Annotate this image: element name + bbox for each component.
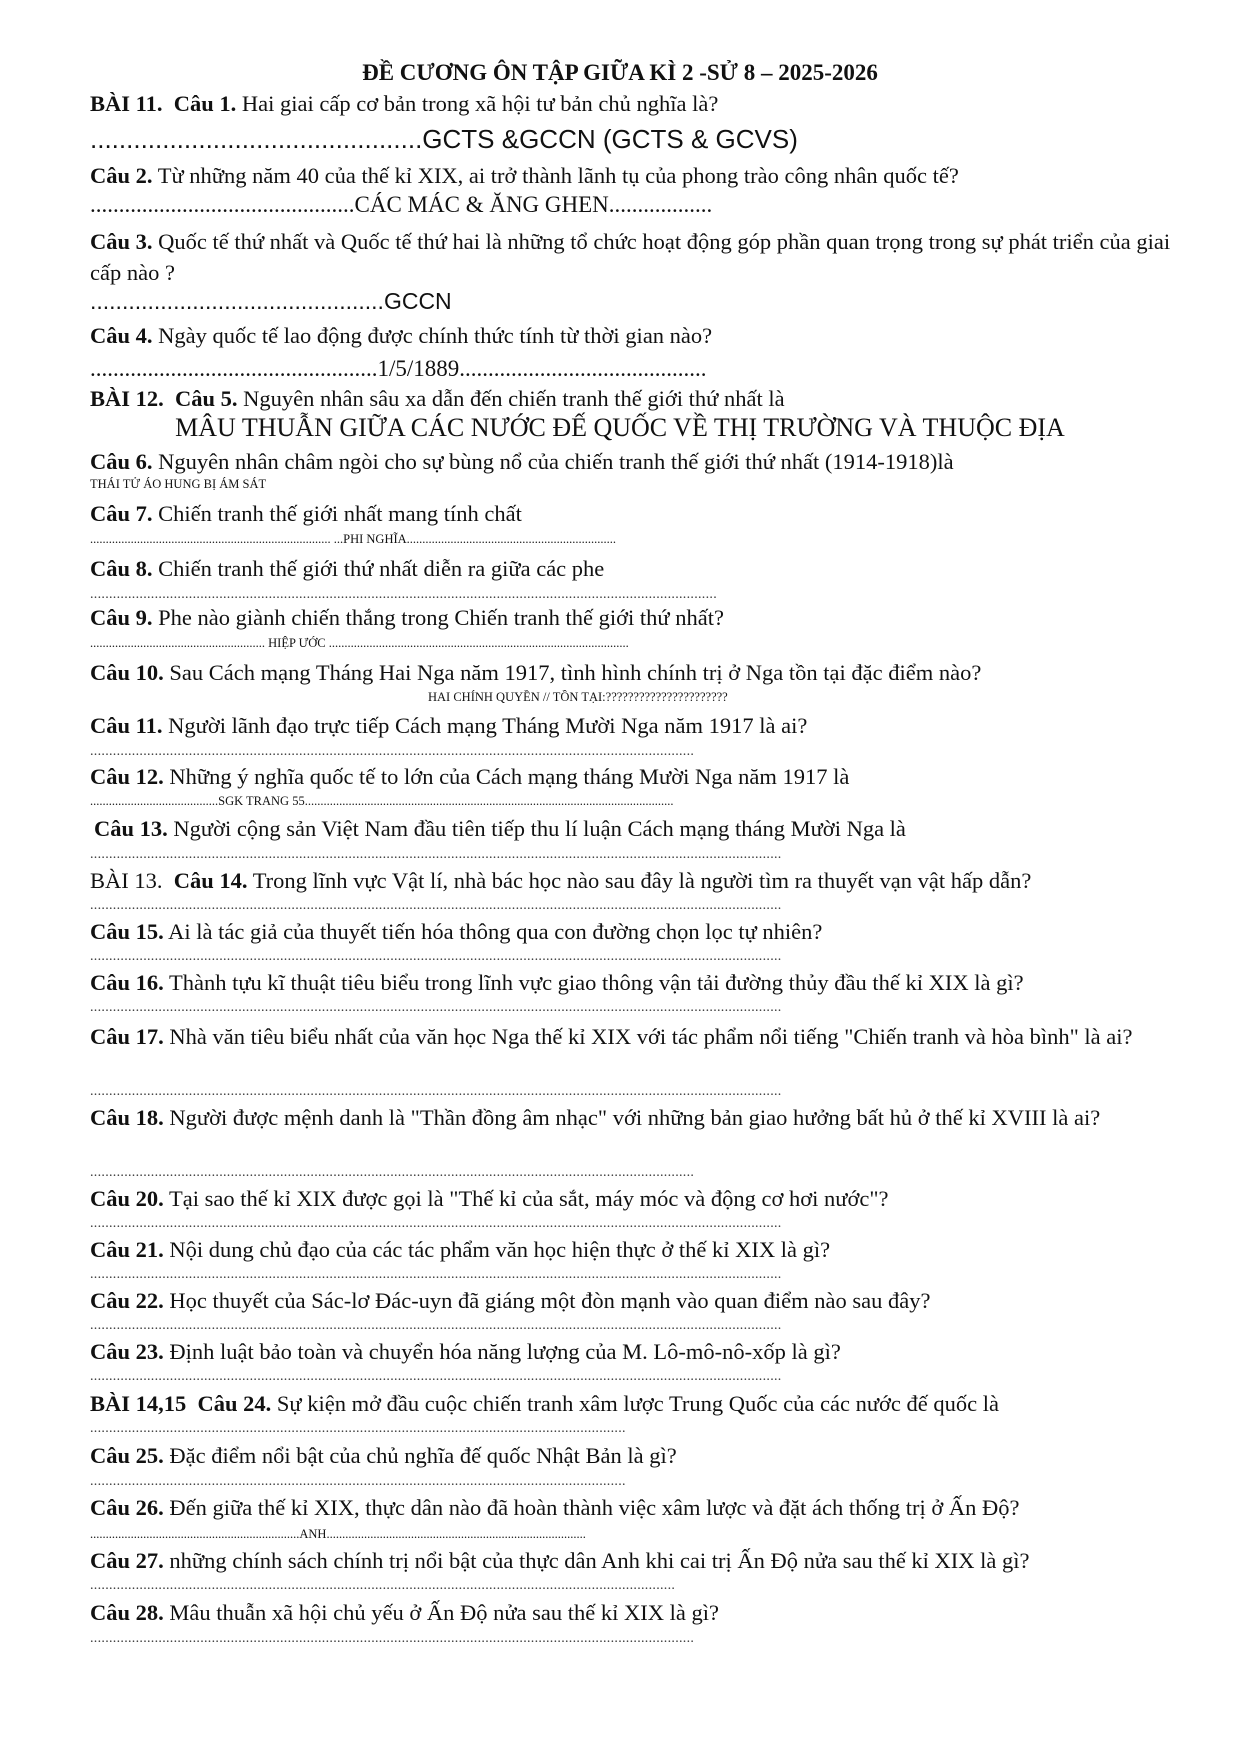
question-text: Người được mệnh danh là "Thần đồng âm nhạc" với những bản giao hưởng bất hủ ở thế kỉ XVIII là ai? xyxy=(169,1105,1101,1130)
question-number: Câu 7. xyxy=(90,501,153,526)
question-text: Hai giai cấp cơ bản trong xã hội tư bản chủ nghĩa là? xyxy=(241,91,719,116)
question-text: Từ những năm 40 của thế kỉ XIX, ai trở thành lãnh tụ của phong trào công nhân quốc tế? xyxy=(157,163,959,188)
question-2 xyxy=(90,160,1200,191)
answer-4: ..................................................1/5/1889........................................... xyxy=(90,356,707,381)
question-number: Câu 14. xyxy=(173,868,248,893)
question-number: Câu 25. xyxy=(90,1443,164,1468)
answer-13: ...................................................................................................................................................................................... xyxy=(90,848,782,862)
question-number: Câu 1. xyxy=(173,91,237,116)
question-4 xyxy=(90,320,1200,351)
question-number: Câu 9. xyxy=(90,605,153,630)
question-text: Trong lĩnh vực Vật lí, nhà bác học nào sau đây là người tìm ra thuyết vạn vật hấp dẫn? xyxy=(252,868,1032,893)
question-number: Câu 11. xyxy=(90,713,163,738)
answer-22: ...................................................................................................................................................................................... xyxy=(90,1319,782,1333)
question-25 xyxy=(90,1440,1200,1471)
question-text: Sự kiện mở đầu cuộc chiến tranh xâm lược Trung Quốc của các nước đế quốc là xyxy=(276,1391,999,1416)
answer-16: ...................................................................................................................................................................................... xyxy=(90,1001,782,1015)
question-22 xyxy=(90,1285,1200,1316)
page-title: ĐỀ CƯƠNG ÔN TẬP GIỮA KÌ 2 -SỬ 8 – 2025-2026 xyxy=(362,60,878,85)
answer-1: ..............................................GCTS &GCCN (GCTS & GCVS) xyxy=(90,124,798,154)
answer-9: ........................................................ HIỆP ƯỚC ................................................................................................ xyxy=(90,636,629,650)
question-27 xyxy=(90,1545,1200,1576)
question-text: Nguyên nhân châm ngòi cho sự bùng nổ của chiến tranh thế giới thứ nhất (1914-1918)là xyxy=(158,449,954,474)
question-number: Câu 5. xyxy=(175,386,238,411)
question-text: Chiến tranh thế giới nhất mang tính chất xyxy=(158,501,522,526)
question-5 xyxy=(90,383,1200,414)
answer-12: .........................................SGK TRANG 55...................................................................................................................... xyxy=(90,794,674,808)
answer-27: .......................................................................................................................................................... xyxy=(90,1579,676,1593)
answer-10: HAI CHÍNH QUYỀN // TỒN TẠI:?????????????????????? xyxy=(428,690,728,704)
answer-21: ...................................................................................................................................................................................... xyxy=(90,1268,782,1282)
question-number: Câu 27. xyxy=(90,1548,164,1573)
question-text: Đặc điểm nổi bật của chủ nghĩa đế quốc Nhật Bản là gì? xyxy=(169,1443,677,1468)
answer-25: ............................................................................................................................................. xyxy=(90,1475,626,1489)
question-number: Câu 3. xyxy=(90,229,153,254)
question-8 xyxy=(90,553,1200,584)
answer-5: MÂU THUẪN GIỮA CÁC NƯỚC ĐẾ QUỐC VỀ THỊ TRƯỜNG VÀ THUỘC ĐỊA xyxy=(175,413,1065,442)
question-number: Câu 26. xyxy=(90,1495,164,1520)
question-number: Câu 15. xyxy=(90,919,164,944)
question-number: Câu 28. xyxy=(90,1600,164,1625)
question-text: Sau Cách mạng Tháng Hai Nga năm 1917, tình hình chính trị ở Nga tồn tại đặc điểm nào? xyxy=(169,660,982,685)
answer-20: ...................................................................................................................................................................................... xyxy=(90,1217,782,1231)
lesson-label: BÀI 12. xyxy=(90,386,164,411)
question-number: Câu 4. xyxy=(90,323,153,348)
question-10 xyxy=(90,657,1200,688)
answer-14: ...................................................................................................................................................................................... xyxy=(90,899,782,913)
lesson-label: BÀI 11. xyxy=(90,91,163,116)
answer-6: THÁI TỬ ÁO HUNG BỊ ÁM SÁT xyxy=(90,477,267,491)
answer-15: ...................................................................................................................................................................................... xyxy=(90,950,782,964)
answer-26: ...................................................................ANH................................................................................... xyxy=(90,1527,586,1541)
answer-23: ...................................................................................................................................................................................... xyxy=(90,1370,782,1384)
question-26 xyxy=(90,1492,1200,1523)
question-15 xyxy=(90,916,1200,947)
question-text: những chính sách chính trị nổi bật của thực dân Anh khi cai trị Ấn Độ nửa sau thế kỉ XIX là gì? xyxy=(169,1548,1030,1573)
question-6 xyxy=(90,446,1200,477)
question-number: Câu 21. xyxy=(90,1237,164,1262)
question-text: Người cộng sản Việt Nam đầu tiên tiếp thu lí luận Cách mạng tháng Mười Nga là xyxy=(173,816,906,841)
answer-24: ............................................................................................................................................. xyxy=(90,1422,626,1436)
question-14 xyxy=(90,865,1200,896)
question-number: Câu 12. xyxy=(90,764,164,789)
question-1 xyxy=(90,88,1200,119)
question-number: Câu 22. xyxy=(90,1288,164,1313)
question-text: Quốc tế thứ nhất và Quốc tế thứ hai là những tổ chức hoạt động góp phần quan trọng trong sự phát triển của giai cấp nào ? xyxy=(90,229,1171,285)
question-9 xyxy=(90,602,1200,633)
question-text: Chiến tranh thế giới thứ nhất diễn ra giữa các phe xyxy=(158,556,605,581)
question-21 xyxy=(90,1234,1200,1265)
question-number: Câu 10. xyxy=(90,660,164,685)
question-text: Nội dung chủ đạo của các tác phẩm văn học hiện thực ở thế kỉ XIX là gì? xyxy=(169,1237,831,1262)
question-3 xyxy=(90,226,1200,288)
question-24 xyxy=(90,1388,1200,1419)
lesson-label: BÀI 14,15 xyxy=(90,1391,187,1416)
question-number: Câu 18. xyxy=(90,1105,164,1130)
question-text: Đến giữa thế kỉ XIX, thực dân nào đã hoàn thành việc xâm lược và đặt ách thống trị ở Ấn Độ? xyxy=(169,1495,1020,1520)
question-number: Câu 13. xyxy=(94,816,168,841)
answer-3: ..............................................GCCN xyxy=(90,288,452,314)
question-20 xyxy=(90,1183,1200,1214)
question-13 xyxy=(94,813,1204,844)
question-number: Câu 16. xyxy=(90,970,164,995)
question-number: Câu 2. xyxy=(90,163,153,188)
question-text: Những ý nghĩa quốc tế to lớn của Cách mạng tháng Mười Nga năm 1917 là xyxy=(169,764,850,789)
answer-8: ..................................................................................................................................................................... xyxy=(90,588,717,602)
question-23 xyxy=(90,1336,1200,1367)
question-text: Thành tựu kĩ thuật tiêu biểu trong lĩnh vực giao thông vận tải đường thủy đầu thế kỉ XIX là gì? xyxy=(168,970,1024,995)
question-text: Tại sao thế kỉ XIX được gọi là "Thế kỉ của sắt, máy móc và động cơ hơi nước"? xyxy=(168,1186,889,1211)
question-17 xyxy=(90,1021,1200,1052)
question-18 xyxy=(90,1102,1200,1133)
question-text: Định luật bảo toàn và chuyển hóa năng lượng của M. Lô-mô-nô-xốp là gì? xyxy=(169,1339,841,1364)
answer-28: ............................................................................................................................................................... xyxy=(90,1632,695,1646)
question-16 xyxy=(90,967,1200,998)
question-number: Câu 20. xyxy=(90,1186,164,1211)
question-number: Câu 23. xyxy=(90,1339,164,1364)
question-number: Câu 24. xyxy=(197,1391,272,1416)
lesson-label: BÀI 13. xyxy=(90,868,163,893)
question-11 xyxy=(90,710,1200,741)
answer-18: ............................................................................................................................................................... xyxy=(90,1166,695,1180)
question-number: Câu 8. xyxy=(90,556,153,581)
question-number: Câu 6. xyxy=(90,449,153,474)
question-text: Học thuyết của Sác-lơ Đác-uyn đã giáng một đòn mạnh vào quan điểm nào sau đây? xyxy=(169,1288,931,1313)
question-text: Ngày quốc tế lao động được chính thức tính từ thời gian nào? xyxy=(158,323,713,348)
answer-17: ...................................................................................................................................................................................... xyxy=(90,1085,782,1099)
question-text: Ai là tác giả của thuyết tiến hóa thông qua con đường chọn lọc tự nhiên? xyxy=(168,919,823,944)
question-7 xyxy=(90,498,1200,529)
question-text: Phe nào giành chiến thắng trong Chiến tranh thế giới thứ nhất? xyxy=(158,605,724,630)
question-28 xyxy=(90,1597,1200,1628)
question-text: Nguyên nhân sâu xa dẫn đến chiến tranh thế giới thứ nhất là xyxy=(243,386,785,411)
question-12 xyxy=(90,761,1200,792)
question-text: Mâu thuẫn xã hội chủ yếu ở Ấn Độ nửa sau thế kỉ XIX là gì? xyxy=(169,1600,719,1625)
question-number: Câu 17. xyxy=(90,1024,164,1049)
answer-11: ............................................................................................................................................................... xyxy=(90,745,695,759)
answer-7: ............................................................................. ...PHI NGHĨA................................................................... xyxy=(90,532,617,546)
question-text: Người lãnh đạo trực tiếp Cách mạng Tháng Mười Nga năm 1917 là ai? xyxy=(168,713,808,738)
question-text: Nhà văn tiêu biểu nhất của văn học Nga thế kỉ XIX với tác phẩm nổi tiếng "Chiến tranh và hòa bình" là ai? xyxy=(169,1024,1133,1049)
answer-2: ..............................................CÁC MÁC & ĂNG GHEN.................. xyxy=(90,192,713,217)
